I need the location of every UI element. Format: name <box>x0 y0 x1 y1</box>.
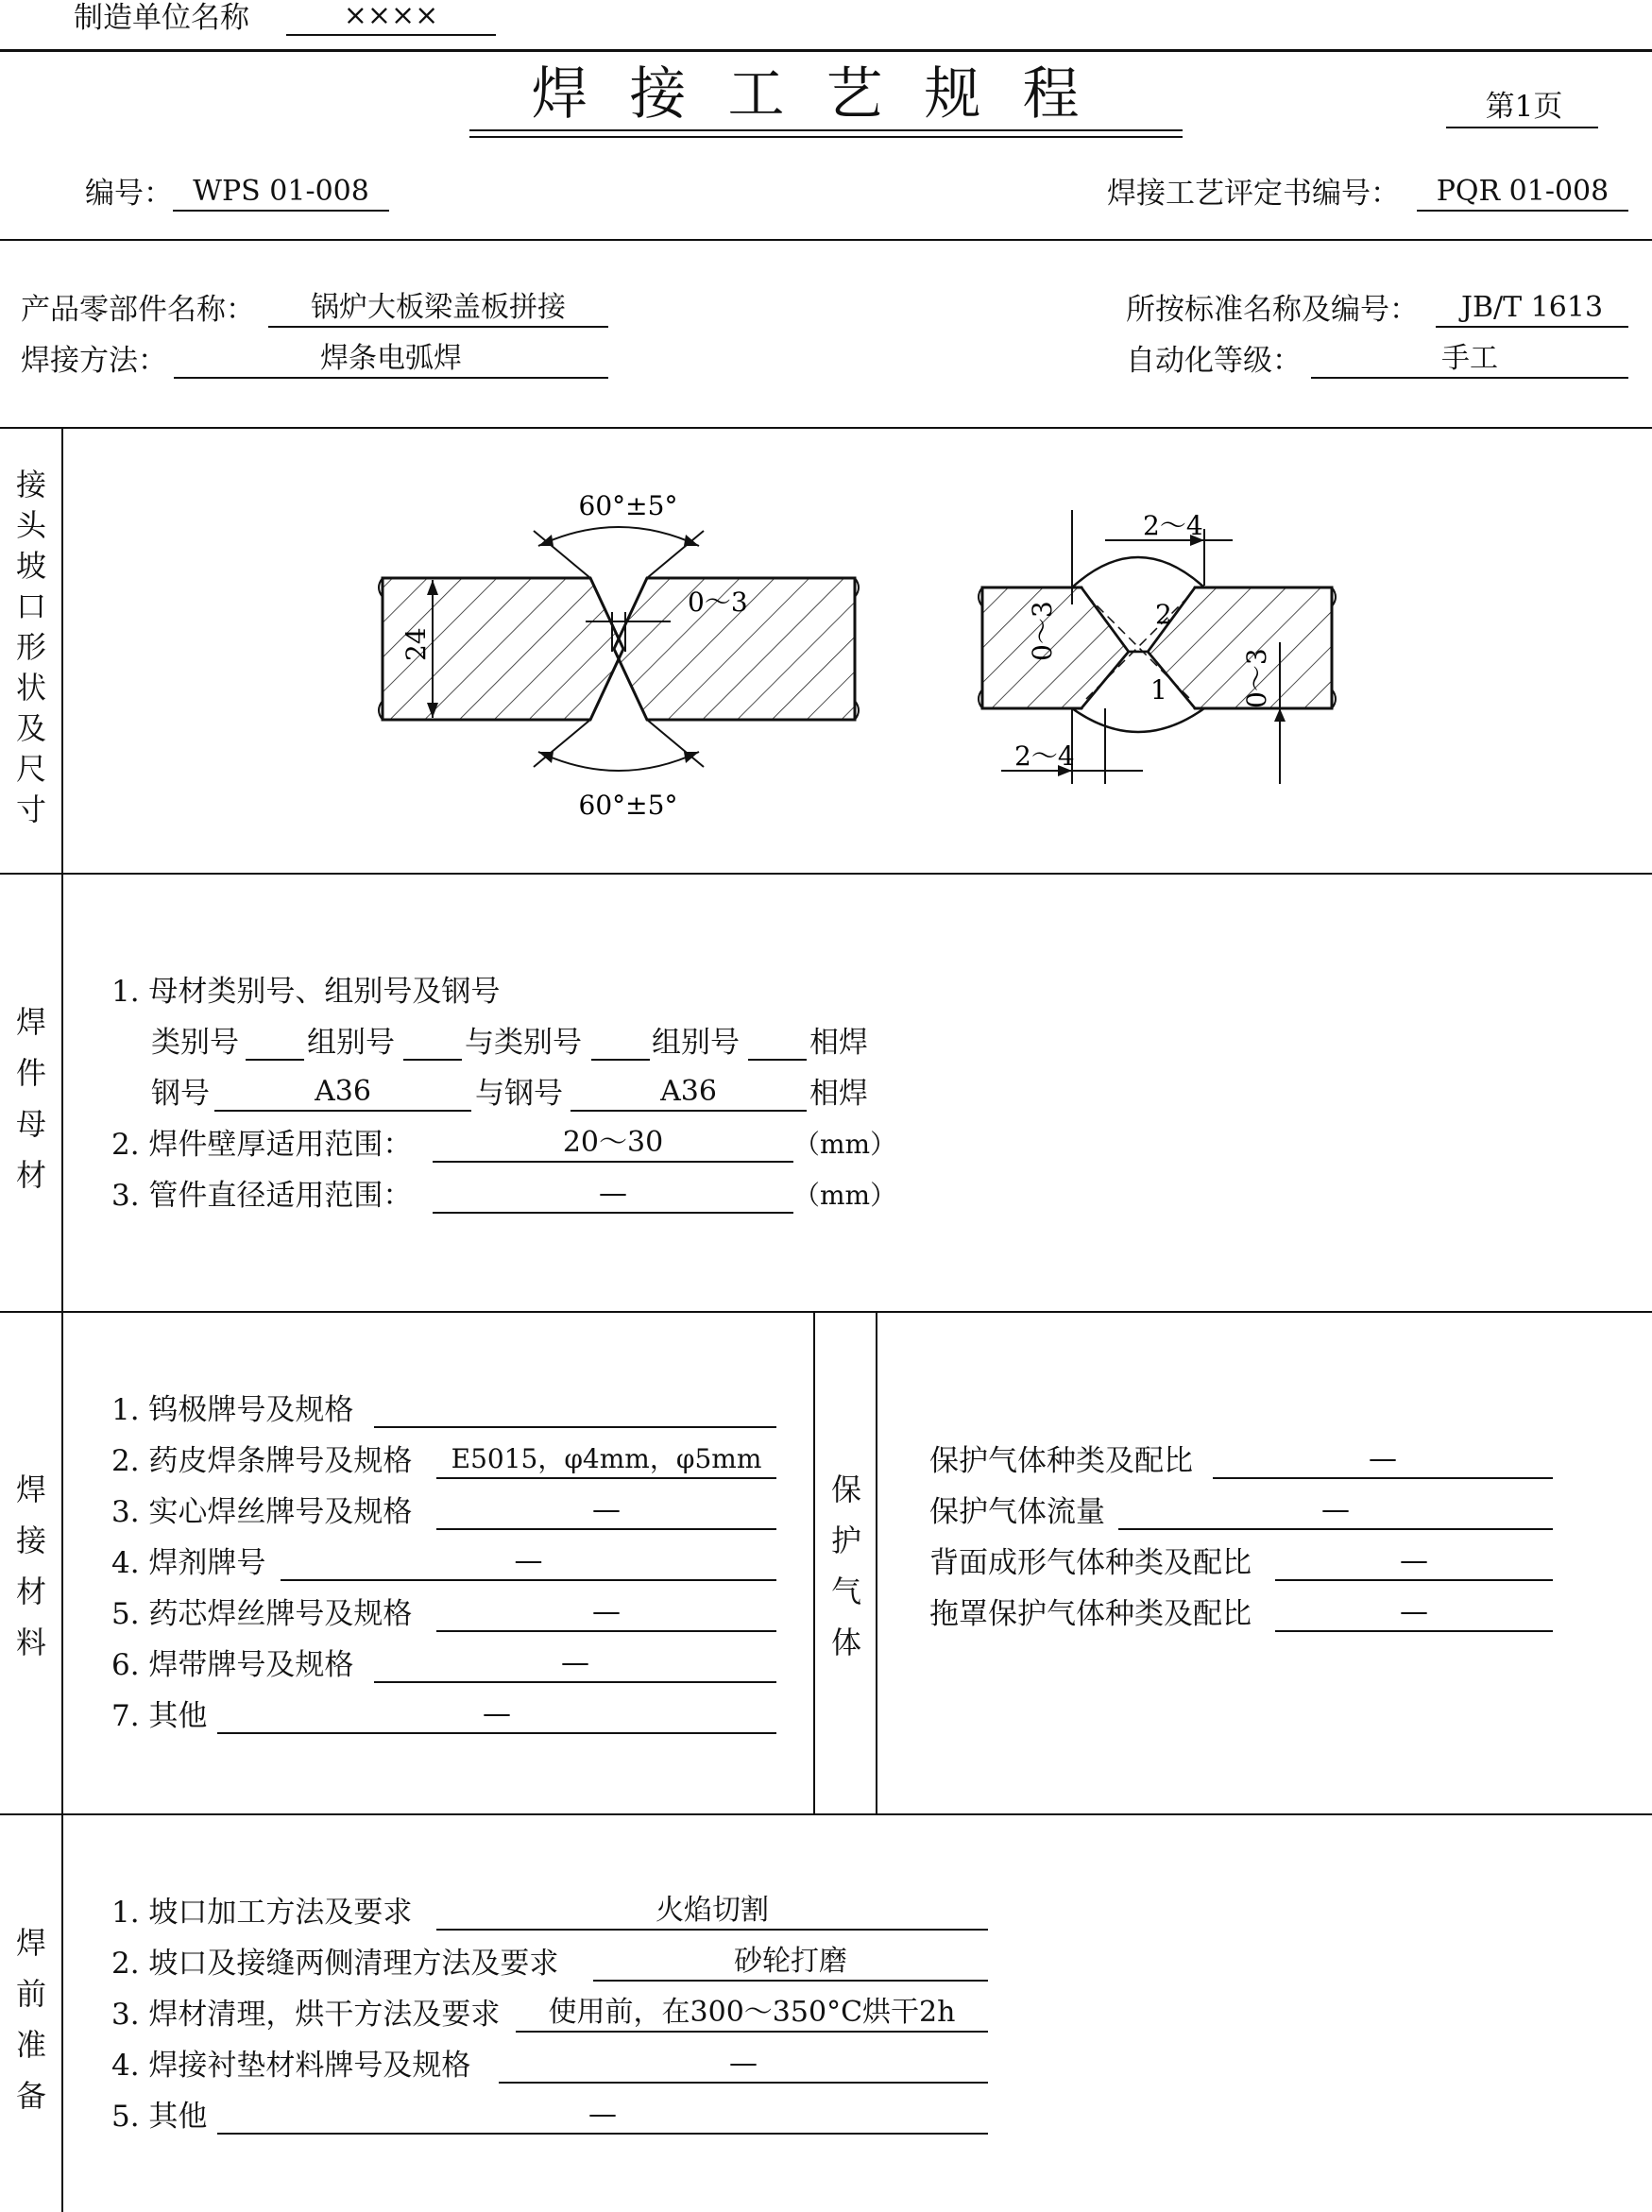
groove-prep-value: 火焰切割 <box>436 1895 988 1931</box>
maker-label: 制造单位名称 <box>74 1 249 35</box>
gas-flow-label: 保护气体流量 <box>929 1495 1105 1529</box>
joint-side-label: 接 头 坡 口 形 状 及 尺 寸 <box>15 467 46 827</box>
maker-value: ×××× <box>286 0 496 36</box>
automation-value: 手工 <box>1311 343 1628 379</box>
steel-label: 钢号 <box>151 1077 210 1111</box>
with-class-label: 与类别号 <box>465 1026 582 1060</box>
prep-other-value: — <box>217 2099 988 2135</box>
backing-material-value: — <box>499 2048 988 2084</box>
top-width-label: 2～4 <box>1143 510 1203 541</box>
divider-joint <box>0 873 1652 875</box>
automation-label: 自动化等级： <box>1126 344 1302 378</box>
group-value <box>403 1025 462 1061</box>
wps-label: 编号： <box>85 177 173 211</box>
backing-material-label: 4. 焊接衬垫材料牌号及规格 <box>111 2049 471 2083</box>
pass-1-label: 1 <box>1150 674 1167 706</box>
thickness-unit: （mm） <box>793 1129 897 1160</box>
with-class-value <box>591 1025 650 1061</box>
backing-gas-value: — <box>1275 1545 1553 1581</box>
steel-value-2: A36 <box>571 1076 807 1112</box>
tungsten-label: 1. 钨极牌号及规格 <box>111 1393 354 1427</box>
class-value <box>246 1025 304 1061</box>
joint-groove-diagram <box>359 472 1360 831</box>
base-metal-item1: 1. 母材类别号、组别号及钢号 <box>111 975 501 1009</box>
trailing-gas-value: — <box>1275 1596 1553 1632</box>
backing-gas-label: 背面成形气体种类及配比 <box>929 1546 1252 1580</box>
bottom-width-label: 2～4 <box>1014 740 1075 772</box>
class-label: 类别号 <box>151 1026 239 1060</box>
materials-other-value: — <box>217 1698 776 1734</box>
baking-value: 使用前，在300～350°C烘干2h <box>516 1997 988 2033</box>
materials-side-label: 焊 接 材 料 <box>15 1472 46 1660</box>
wps-value: WPS 01-008 <box>173 176 389 212</box>
pqr-label: 焊接工艺评定书编号： <box>1107 177 1400 211</box>
pass-2-label: 2 <box>1155 599 1172 630</box>
divider-product <box>0 427 1652 429</box>
diameter-unit: （mm） <box>793 1180 897 1211</box>
divider-header <box>0 239 1652 241</box>
divider-materials <box>0 1813 1652 1815</box>
method-label: 焊接方法： <box>21 344 167 378</box>
strip-value: — <box>374 1647 776 1683</box>
divider-base-metal <box>0 1311 1652 1313</box>
part-label: 产品零部件名称： <box>21 293 255 327</box>
thickness-label: 24 <box>400 627 432 661</box>
title-underline-2 <box>469 136 1183 138</box>
group-value-2 <box>748 1025 807 1061</box>
flux-cored-wire-value: — <box>436 1596 776 1632</box>
weld-with-label-2: 相焊 <box>809 1077 868 1111</box>
group-label-2: 组别号 <box>652 1026 740 1060</box>
prep-side-label: 焊 前 准 备 <box>15 1925 46 2114</box>
gas-type-value: — <box>1213 1443 1553 1479</box>
cleaning-value: 砂轮打磨 <box>593 1946 988 1982</box>
baking-label: 3. 焊材清理，烘干方法及要求 <box>111 1998 501 2032</box>
groove-prep-label: 1. 坡口加工方法及要求 <box>111 1896 413 1930</box>
standard-value: JB/T 1613 <box>1436 292 1628 328</box>
angle-top-label: 60°±5° <box>578 490 678 521</box>
strip-label: 6. 焊带牌号及规格 <box>111 1648 354 1682</box>
shield-gas-side-label: 保 护 气 体 <box>830 1472 861 1660</box>
title-underline-1 <box>469 129 1183 131</box>
cleaning-label: 2. 坡口及接缝两侧清理方法及要求 <box>111 1947 559 1981</box>
thickness-range-label: 2. 焊件壁厚适用范围： <box>111 1128 413 1162</box>
steel-value: A36 <box>214 1076 471 1112</box>
standard-label: 所按标准名称及编号： <box>1126 293 1419 327</box>
solid-wire-label: 3. 实心焊丝牌号及规格 <box>111 1495 413 1529</box>
page-number: 第1页 <box>1485 90 1563 124</box>
page-number-underline <box>1446 127 1598 128</box>
flux-cored-wire-label: 5. 药芯焊丝牌号及规格 <box>111 1597 413 1631</box>
weld-pass-figure <box>979 510 1336 784</box>
flux-label: 4. 焊剂牌号 <box>111 1546 266 1580</box>
pqr-value: PQR 01-008 <box>1417 176 1628 212</box>
materials-other-label: 7. 其他 <box>111 1699 208 1733</box>
group-label: 组别号 <box>307 1026 395 1060</box>
base-metal-side-label: 焊 件 母 材 <box>15 1004 46 1193</box>
gas-flow-value: — <box>1118 1494 1553 1530</box>
gap-label: 0～3 <box>688 587 748 618</box>
page-title: 焊接工艺规程 <box>531 61 1121 128</box>
prep-other-label: 5. 其他 <box>111 2100 208 2134</box>
angle-bottom-label: 60°±5° <box>578 790 678 821</box>
right-height-label: 0～3 <box>1241 648 1272 708</box>
flux-value: — <box>281 1545 776 1581</box>
left-height-label: 0～3 <box>1027 601 1058 661</box>
diameter-range-value: — <box>433 1178 793 1214</box>
trailing-gas-label: 拖罩保护气体种类及配比 <box>929 1597 1252 1631</box>
solid-wire-value: — <box>436 1494 776 1530</box>
double-v-groove-figure <box>379 490 859 821</box>
top-border <box>0 49 1652 52</box>
weld-with-label: 相焊 <box>809 1026 868 1060</box>
tungsten-value <box>374 1392 776 1428</box>
electrode-label: 2. 药皮焊条牌号及规格 <box>111 1444 413 1478</box>
part-value: 锅炉大板梁盖板拼接 <box>268 292 608 328</box>
gas-type-label: 保护气体种类及配比 <box>929 1444 1193 1478</box>
method-value: 焊条电弧焊 <box>174 343 608 379</box>
with-steel-label: 与钢号 <box>475 1077 563 1111</box>
electrode-value: E5015，φ4mm，φ5mm <box>436 1443 776 1479</box>
diameter-range-label: 3. 管件直径适用范围： <box>111 1179 413 1213</box>
thickness-range-value: 20～30 <box>433 1127 793 1163</box>
